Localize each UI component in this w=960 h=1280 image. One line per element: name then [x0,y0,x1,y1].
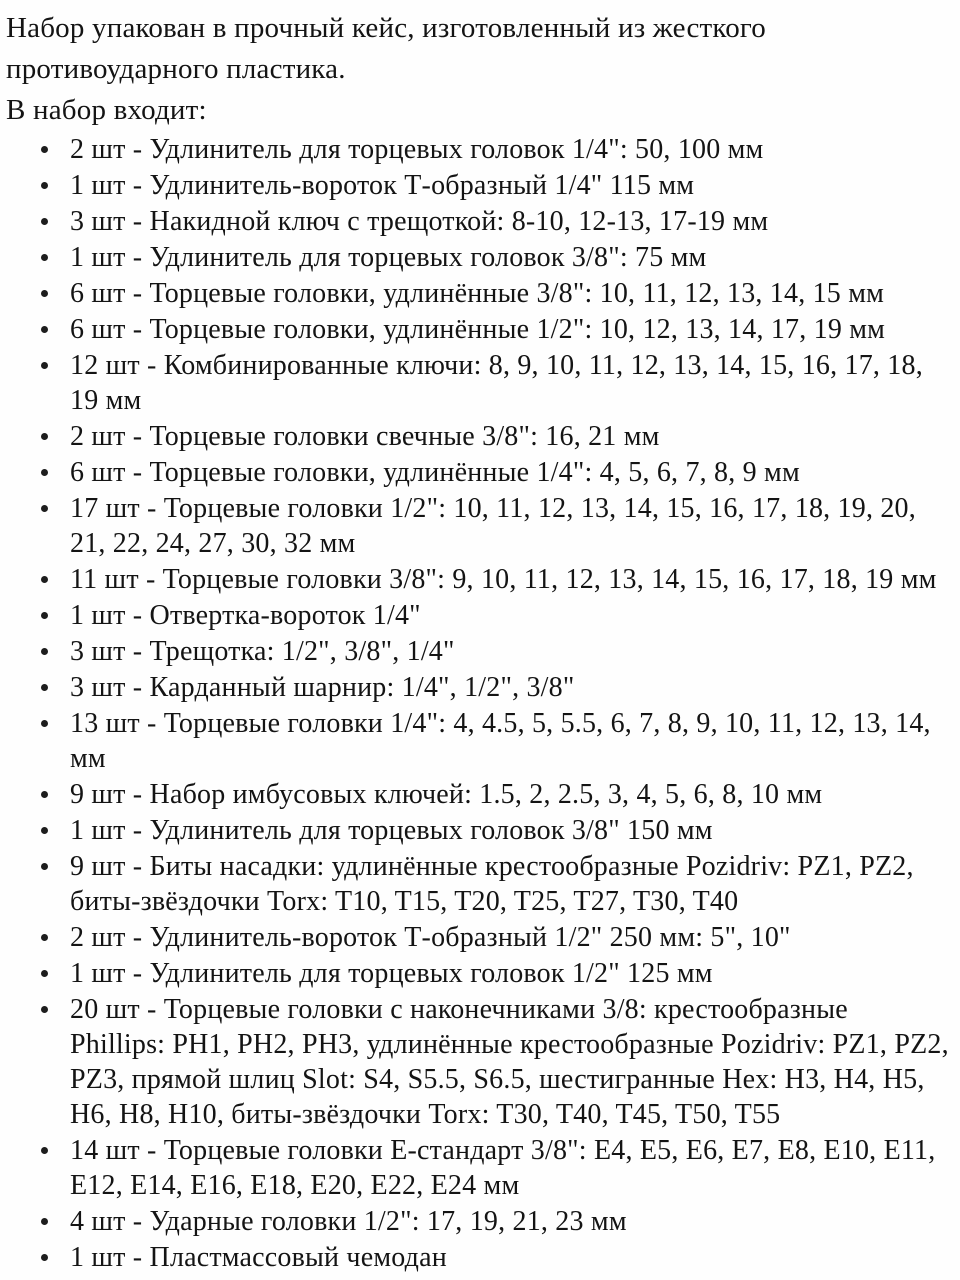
list-item: 1 шт - Пластмассовый чемодан [70,1240,950,1275]
list-item: 3 шт - Накидной ключ с трещоткой: 8-10, 12-13, 17-19 мм [70,204,950,239]
list-item: 1 шт - Удлинитель для торцевых головок 3/8" 150 мм [70,813,950,848]
list-item: 3 шт - Карданный шарнир: 1/4", 1/2", 3/8" [70,670,950,705]
contents-list [6,132,950,1275]
list-item: 2 шт - Удлинитель-вороток Т-образный 1/2" 250 мм: 5", 10" [70,920,950,955]
list-item: 17 шт - Торцевые головки 1/2": 10, 11, 12, 13, 14, 15, 16, 17, 18, 19, 20, 21, 22, 24, 27, 30, 32 мм [70,491,950,561]
list-item: 14 шт - Торцевые головки Е-стандарт 3/8": E4, E5, E6, E7, E8, E10, E11, E12, E14, E16, E18, E20, E22, E24 мм [70,1133,950,1203]
list-item: 9 шт - Биты насадки: удлинённые крестообразные Pozidriv: PZ1, PZ2, биты-звёздочки Torx: T10, T15, T20, T25, T27, T30, T40 [70,849,950,919]
list-item: 13 шт - Торцевые головки 1/4": 4, 4.5, 5, 5.5, 6, 7, 8, 9, 10, 11, 12, 13, 14, мм [70,706,950,776]
list-item: 6 шт - Торцевые головки, удлинённые 1/4": 4, 5, 6, 7, 8, 9 мм [70,455,950,490]
list-item: 1 шт - Удлинитель для торцевых головок 3/8": 75 мм [70,240,950,275]
list-item: 9 шт - Набор имбусовых ключей: 1.5, 2, 2.5, 3, 4, 5, 6, 8, 10 мм [70,777,950,812]
list-item: 1 шт - Удлинитель для торцевых головок 1/2" 125 мм [70,956,950,991]
list-item: 2 шт - Торцевые головки свечные 3/8": 16, 21 мм [70,419,950,454]
list-item: 4 шт - Ударные головки 1/2": 17, 19, 21, 23 мм [70,1204,950,1239]
list-item: 1 шт - Удлинитель-вороток Т-образный 1/4" 115 мм [70,168,950,203]
list-item: 1 шт - Отвертка-вороток 1/4" [70,598,950,633]
contents-heading: В набор входит: [6,94,207,126]
list-item: 2 шт - Удлинитель для торцевых головок 1/4": 50, 100 мм [70,132,950,167]
list-item: 11 шт - Торцевые головки 3/8": 9, 10, 11, 12, 13, 14, 15, 16, 17, 18, 19 мм [70,562,950,597]
list-item: 6 шт - Торцевые головки, удлинённые 1/2": 10, 12, 13, 14, 17, 19 мм [70,312,950,347]
list-item: 20 шт - Торцевые головки с наконечниками 3/8: крестообразные Phillips: PH1, PH2, PH3, удлинённые крестообразные Pozidriv: PZ1, PZ2, PZ3, прямой шлиц Slot: S4, S5.5, S6.5, шестигранные Hex: H3, H4, H5, H6, H8, H10, биты-звёздочки Torx: T30, T40, T45, T50, T55 [70,994,949,1130]
list-item: 6 шт - Торцевые головки, удлинённые 3/8": 10, 11, 12, 13, 14, 15 мм [70,276,950,311]
list-item: 12 шт - Комбинированные ключи: 8, 9, 10, 11, 12, 13, 14, 15, 16, 17, 18, 19 мм [70,348,950,418]
list-item: 3 шт - Трещотка: 1/2", 3/8", 1/4" [70,634,950,669]
intro-paragraph: Набор упакован в прочный кейс, изготовленный из жесткого противоударного пластика. [6,12,766,85]
